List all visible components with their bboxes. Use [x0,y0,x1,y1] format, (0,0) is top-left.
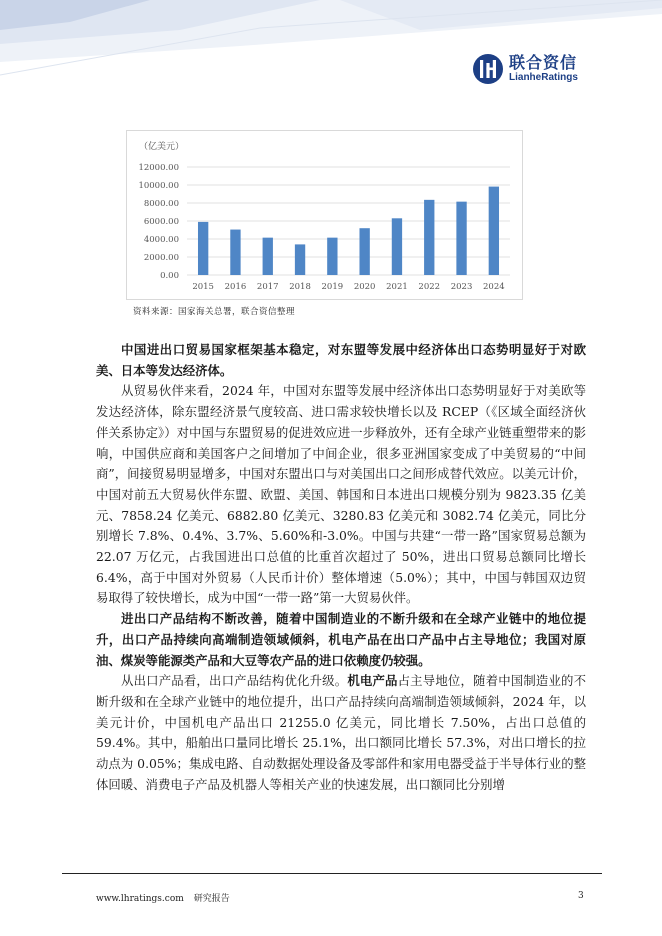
y-tick-label: 2000.00 [143,253,179,263]
bar-2019 [327,238,337,275]
x-tick-label: 2016 [224,282,247,292]
bar-chart [126,130,523,300]
chart-unit-label: （亿美元） [139,142,185,152]
logo-chinese-name: 联合资信 [509,53,578,72]
chart-source-note: 资料来源：国家海关总署，联合资信整理 [133,307,296,317]
bar-2023 [456,202,466,275]
bar-2020 [359,228,369,275]
bar-2024 [489,187,499,275]
footer-website[interactable]: www.lhratings.com [96,894,184,904]
lianhe-logo [472,52,578,86]
bar-2017 [263,238,273,275]
paragraph-4: 从出口产品看，出口产品结构优化升级。机电产品占主导地位，随着中国制造业的不断升级和在全球产业链中的地位提升，出口产品持续向高端制造领域倾斜，2024 年，以美元计价，中国机电产品出口 21255.0 亿美元，同比增长 7.50%，占出口总值的 59.4%。其中，船舶出口量同比增长 25.1%，出口额同比增长 57.3%，对出口增长的拉动点为 0.05%；集成电路、自动数据处理设备及零部件和家用电器受益于半导体行业的整体回暖、消费电子产品及机器人等相关产业的快速发展，出口额同比分别增 [96,673,587,792]
footer-info [96,891,240,904]
y-tick-label: 8000.00 [143,199,179,209]
x-tick-label: 2019 [321,282,344,292]
bar-2015 [198,222,208,275]
paragraph-2: 从贸易伙伴来看，2024 年，中国对东盟等发展中经济体出口态势明显好于对美欧等发达经济体，除东盟经济景气度较高、进口需求较快增长以及 RCEP（《区域全面经济伙伴关系协定》）对中国与东盟贸易的促进效应进一步释放外，还有全球产业链重塑带来的影响，中国供应商和美国客户之间增加了中间企业，很多亚洲国家变成了中美贸易的“中间商”，间接贸易明显增多，中国对东盟出口与对美国出口之间形成替代效应。以美元计价，中国对前五大贸易伙伴东盟、欧盟、美国、韩国和日本进出口规模分别为 9823.35 亿美元、7858.24 亿美元、6882.80 亿美元、3280.83 亿美元和 3082.74 亿美元，同比分别增长 7.8%、0.4%、3.7%、5.60%和-3.0%。中国与共建“一带一路”国家贸易总额为 22.07 万亿元，占我国进出口总值的比重首次超过了 50%，进出口贸易总额同比增长 6.4%，高于中国对外贸易（人民币计价）整体增速（5.0%）；其中，中国与韩国双边贸易取得了较快增长，成为中国“一带一路”第一大贸易伙伴。 [96,383,586,606]
x-tick-label: 2023 [450,282,473,292]
logo-english-name: LianheRatings [509,72,578,83]
x-tick-label: 2018 [289,282,311,292]
bar-2022 [424,200,434,275]
x-tick-label: 2024 [483,282,505,292]
y-tick-label: 12000.00 [138,163,179,173]
lianhe-logo-icon [472,53,504,85]
footer-divider [62,873,602,874]
x-tick-label: 2021 [386,282,408,292]
y-tick-label: 10000.00 [138,181,179,191]
page-number: 3 [578,891,584,901]
paragraph-1-heading: 中国进出口贸易国家框架基本稳定，对东盟等发展中经济体出口态势明显好于对欧美、日本等发达经济体。 [96,342,586,378]
y-tick-label: 6000.00 [143,217,179,227]
bar-2021 [392,218,402,275]
x-tick-label: 2020 [353,282,376,292]
x-tick-label: 2017 [256,282,279,292]
footer-label: 研究报告 [193,894,230,904]
body-text [96,340,586,795]
bar-2016 [230,230,240,275]
paragraph-3-heading: 进出口产品结构不断改善，随着中国制造业的不断升级和在全球产业链中的地位提升，出口产品持续向高端制造领域倾斜，机电产品在出口产品中占主导地位；我国对原油、煤炭等能源类产品和大豆等农产品的进口依赖度仍较强。 [96,611,586,668]
y-tick-label: 0.00 [160,271,179,281]
y-tick-label: 4000.00 [143,235,179,245]
x-tick-label: 2022 [418,282,441,292]
bar-chart-svg [127,131,522,299]
bar-2018 [295,244,305,275]
x-tick-label: 2015 [192,282,214,292]
